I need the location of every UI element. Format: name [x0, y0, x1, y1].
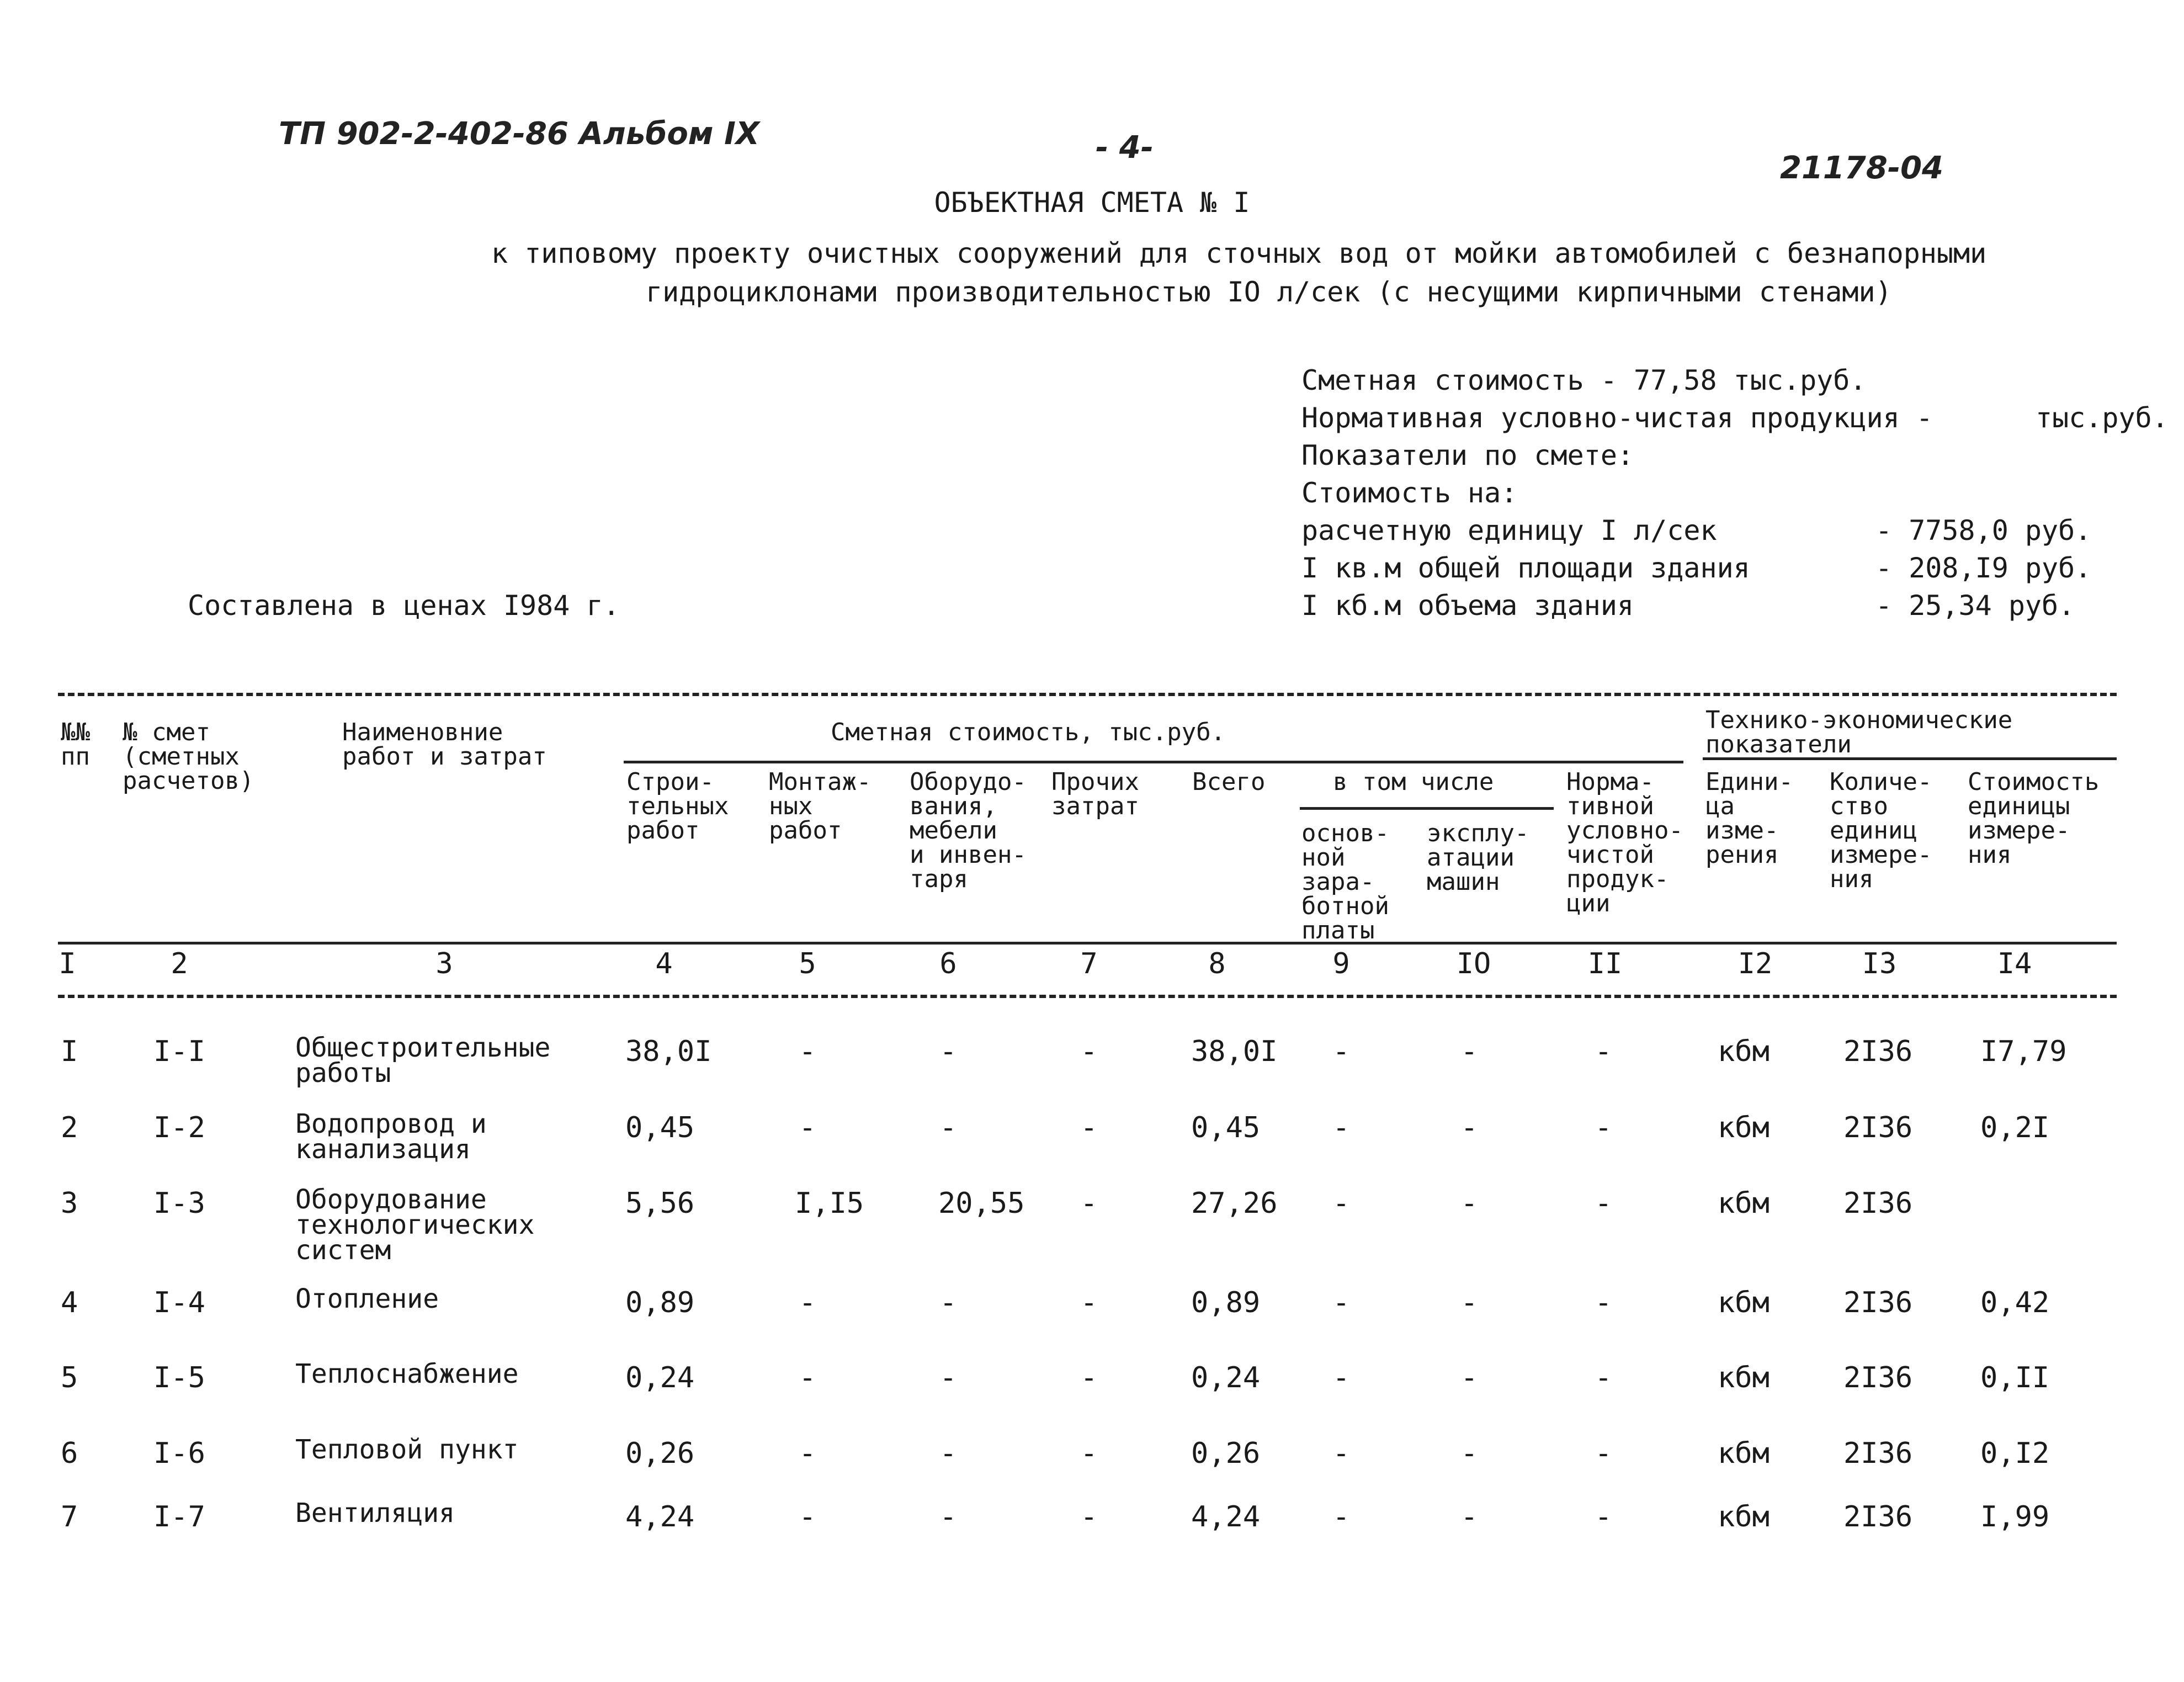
unit-quantity: 2I36	[1843, 1187, 1913, 1220]
cost-group-rule	[624, 761, 1683, 763]
estimate-number: I-4	[153, 1286, 205, 1319]
unit-of-measure: кбм	[1718, 1361, 1769, 1394]
other-cost: -	[1080, 1111, 1098, 1144]
row-number: 6	[61, 1437, 78, 1470]
estimate-number: I-7	[153, 1500, 205, 1534]
column-number: 3	[435, 947, 453, 980]
total-cost: 38,0I	[1191, 1035, 1278, 1068]
header-total: Всего	[1192, 768, 1266, 796]
table-top-rule	[58, 693, 2117, 696]
other-cost: -	[1080, 1361, 1098, 1394]
unit-of-measure: кбм	[1718, 1286, 1769, 1319]
construction-cost: 4,24	[625, 1500, 695, 1534]
installation-cost: -	[799, 1500, 816, 1534]
unit-cost: I,99	[1980, 1500, 2050, 1534]
installation-cost: -	[799, 1286, 816, 1319]
normative-production: -	[1595, 1500, 1612, 1534]
estimate-number: I-6	[153, 1437, 205, 1470]
total-cost: 0,26	[1191, 1437, 1261, 1470]
estimate-number: I-5	[153, 1361, 205, 1394]
unit-of-measure: кбм	[1718, 1111, 1769, 1144]
header-estimate-number: № смет (сметных расчетов)	[123, 718, 254, 795]
summary-cost: Сметная стоимость - 77,58 тыс.руб.	[1301, 364, 1867, 396]
header-quantity: Количе- ство единиц измере- ния	[1830, 768, 1932, 893]
installation-cost: -	[799, 1035, 816, 1068]
normative-production: -	[1595, 1437, 1612, 1470]
machine-operation: -	[1460, 1361, 1478, 1394]
machine-operation: -	[1460, 1111, 1478, 1144]
summary-indicators: Показатели по смете:	[1301, 439, 1634, 471]
other-cost: -	[1080, 1437, 1098, 1470]
subtitle-line-2: гидроциклонами производительностью IO л/сек (с несущими кирпичными стенами)	[646, 276, 1892, 308]
column-numbers-rule	[58, 995, 2117, 998]
installation-cost: -	[799, 1437, 816, 1470]
unit-quantity: 2I36	[1843, 1286, 1913, 1319]
column-number: I4	[1997, 947, 2032, 980]
unit-quantity: 2I36	[1843, 1361, 1913, 1394]
machine-operation: -	[1460, 1500, 1478, 1534]
incl-group-rule	[1300, 807, 1554, 810]
installation-cost: -	[799, 1111, 816, 1144]
unit-quantity: 2I36	[1843, 1035, 1913, 1068]
header-number: №№ пп	[61, 718, 90, 771]
equipment-cost: -	[939, 1500, 957, 1534]
unit-cost: 0,II	[1980, 1361, 2050, 1394]
summary-row-value: - 7758,0 руб.	[1875, 514, 2092, 546]
unit-of-measure: кбм	[1718, 1500, 1769, 1534]
column-number: I2	[1737, 947, 1773, 980]
prices-note: Составлена в ценах I984 г.	[188, 590, 620, 622]
header-tech-group: Технико-экономические показатели	[1705, 706, 2013, 758]
construction-cost: 0,26	[625, 1437, 695, 1470]
other-cost: -	[1080, 1187, 1098, 1220]
base-salary: -	[1332, 1035, 1350, 1068]
normative-production: -	[1595, 1361, 1612, 1394]
construction-cost: 5,56	[625, 1187, 695, 1220]
base-salary: -	[1332, 1286, 1350, 1319]
header-other: Прочих затрат	[1051, 768, 1139, 820]
estimate-number: I-3	[153, 1187, 205, 1220]
column-number: 9	[1332, 947, 1350, 980]
column-number: 4	[655, 947, 673, 980]
estimate-number: I-I	[153, 1035, 205, 1068]
base-salary: -	[1332, 1361, 1350, 1394]
equipment-cost: -	[939, 1035, 957, 1068]
page-title: ОБЪЕКТНАЯ СМЕТА № I	[934, 187, 1250, 219]
subtitle-line-1: к типовому проекту очистных сооружений для сточных вод от мойки автомобилей с безнапорными	[491, 237, 1987, 269]
header-cost-group: Сметная стоимость, тыс.руб.	[831, 718, 1226, 746]
column-number: I	[59, 947, 76, 980]
normative-production: -	[1595, 1111, 1612, 1144]
archive-number: 21178-04	[1780, 150, 1943, 186]
summary-cost-on: Стоимость на:	[1301, 477, 1518, 509]
estimate-number: I-2	[153, 1111, 205, 1144]
work-name: Оборудование технологических систем	[295, 1184, 535, 1266]
unit-quantity: 2I36	[1843, 1437, 1913, 1470]
total-cost: 4,24	[1191, 1500, 1261, 1534]
column-number: II	[1587, 947, 1623, 980]
column-number: 5	[799, 947, 816, 980]
header-construction: Строи- тельных работ	[626, 768, 729, 845]
row-number: 3	[61, 1187, 78, 1220]
column-number: IO	[1456, 947, 1491, 980]
header-unit-cost: Стоимость единицы измере- ния	[1968, 768, 2100, 869]
other-cost: -	[1080, 1286, 1098, 1319]
work-name: Общестроительные работы	[295, 1032, 551, 1089]
equipment-cost: -	[939, 1286, 957, 1319]
row-number: 5	[61, 1361, 78, 1394]
unit-cost: 0,I2	[1980, 1437, 2050, 1470]
machine-operation: -	[1460, 1437, 1478, 1470]
column-number: I3	[1862, 947, 1897, 980]
work-name: Тепловой пункт	[295, 1434, 519, 1465]
construction-cost: 38,0I	[625, 1035, 712, 1068]
summary-row-value: - 25,34 руб.	[1875, 590, 2075, 622]
row-number: 7	[61, 1500, 78, 1534]
row-number: 4	[61, 1286, 78, 1319]
machine-operation: -	[1460, 1035, 1478, 1068]
total-cost: 0,24	[1191, 1361, 1261, 1394]
work-name: Теплоснабжение	[295, 1359, 519, 1389]
unit-of-measure: кбм	[1718, 1437, 1769, 1470]
unit-cost: I7,79	[1980, 1035, 2067, 1068]
column-number: 2	[171, 947, 188, 980]
total-cost: 0,89	[1191, 1286, 1261, 1319]
work-name: Водопровод и канализация	[295, 1108, 487, 1165]
other-cost: -	[1080, 1035, 1098, 1068]
header-installation: Монтаж- ных работ	[769, 768, 872, 845]
row-number: 2	[61, 1111, 78, 1144]
base-salary: -	[1332, 1187, 1350, 1220]
header-unit: Едини- ца изме- рения	[1705, 768, 1793, 869]
document-code: ТП 902-2-402-86 Альбом IX	[279, 116, 760, 152]
column-number: 7	[1080, 947, 1098, 980]
work-name: Отопление	[295, 1283, 439, 1314]
header-including-group: в том числе	[1333, 768, 1494, 796]
construction-cost: 0,89	[625, 1286, 695, 1319]
unit-of-measure: кбм	[1718, 1035, 1769, 1068]
header-bottom-rule	[58, 942, 2117, 945]
column-number: 6	[939, 947, 957, 980]
base-salary: -	[1332, 1111, 1350, 1144]
summary-row-label: расчетную единицу I л/сек	[1301, 514, 1717, 546]
unit-of-measure: кбм	[1718, 1187, 1769, 1220]
base-salary: -	[1332, 1500, 1350, 1534]
unit-quantity: 2I36	[1843, 1111, 1913, 1144]
normative-production: -	[1595, 1187, 1612, 1220]
machine-operation: -	[1460, 1187, 1478, 1220]
construction-cost: 0,45	[625, 1111, 695, 1144]
equipment-cost: -	[939, 1111, 957, 1144]
normative-production: -	[1595, 1035, 1612, 1068]
summary-row-value: - 208,I9 руб.	[1875, 552, 2092, 584]
row-number: I	[61, 1035, 78, 1068]
total-cost: 27,26	[1191, 1187, 1278, 1220]
summary-normative-label: Нормативная условно-чистая продукция -	[1301, 402, 1933, 434]
installation-cost: -	[799, 1361, 816, 1394]
summary-row-label: I кб.м объема здания	[1301, 590, 1634, 622]
installation-cost: I,I5	[795, 1187, 864, 1220]
equipment-cost: -	[939, 1361, 957, 1394]
base-salary: -	[1332, 1437, 1350, 1470]
unit-quantity: 2I36	[1843, 1500, 1913, 1534]
unit-cost: 0,42	[1980, 1286, 2050, 1319]
header-base-salary: основ- ной зара- ботной платы	[1301, 819, 1389, 945]
summary-row-label: I кв.м общей площади здания	[1301, 552, 1750, 584]
page-number: - 4-	[1096, 130, 1154, 166]
work-name: Вентиляция	[295, 1498, 455, 1529]
unit-cost: 0,2I	[1980, 1111, 2050, 1144]
header-equipment: Оборудо- вания, мебели и инвен- таря	[910, 768, 1027, 893]
other-cost: -	[1080, 1500, 1098, 1534]
equipment-cost: 20,55	[938, 1187, 1025, 1220]
summary-normative-unit: тыс.руб.	[2036, 402, 2169, 434]
total-cost: 0,45	[1191, 1111, 1261, 1144]
equipment-cost: -	[939, 1437, 957, 1470]
header-normative-production: Норма- тивной условно- чистой продук- ции	[1566, 768, 1683, 917]
header-machine-operation: эксплу- атации машин	[1427, 819, 1529, 896]
normative-production: -	[1595, 1286, 1612, 1319]
construction-cost: 0,24	[625, 1361, 695, 1394]
machine-operation: -	[1460, 1286, 1478, 1319]
header-work-name: Наименовние работ и затрат	[342, 718, 547, 771]
column-number: 8	[1208, 947, 1226, 980]
